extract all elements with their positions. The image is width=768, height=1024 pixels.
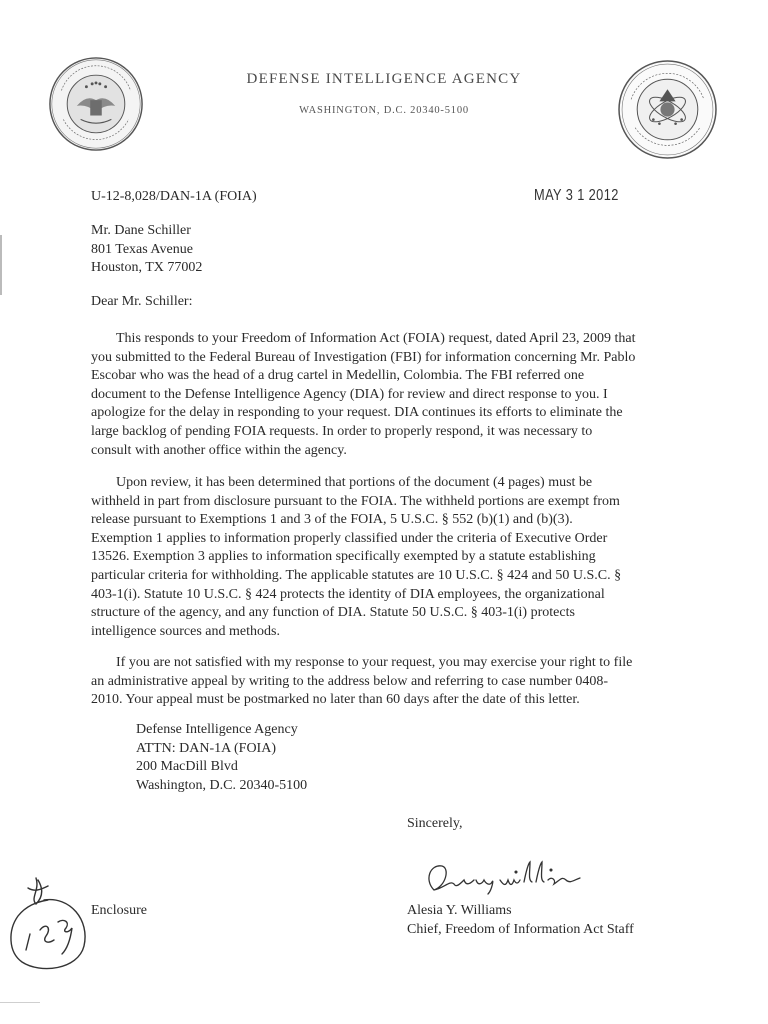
paragraph-line: release pursuant to Exemptions 1 and 3 of the FOIA, 5 U.S.C. § 552 (b)(1) and (b)(3).: [91, 512, 573, 528]
paragraph-line: structure of the agency, and any function of DIA. Statute 50 U.S.C. § 403-1(i) protects: [91, 605, 575, 621]
agency-address: WASHINGTON, D.C. 20340-5100: [299, 105, 469, 116]
agency-name: DEFENSE INTELLIGENCE AGENCY: [246, 71, 522, 87]
paragraph-line: consult with another office within the agency.: [91, 442, 347, 458]
recipient-name: Mr. Dane Schiller: [91, 223, 191, 238]
recipient-city: Houston, TX 77002: [91, 260, 203, 276]
paragraph-line: intelligence sources and methods.: [91, 623, 280, 639]
paragraph-line: Upon review, it has been determined that portions of the document (4 pages) must be: [116, 475, 593, 490]
salutation: Dear Mr. Schiller:: [91, 294, 193, 309]
paragraph-line: 13526. Exemption 3 applies to information specifically exempted by a statute establishing: [91, 549, 596, 565]
paragraph-appeal: [91, 654, 651, 710]
appeal-address: [136, 721, 307, 795]
recipient-address: [91, 222, 202, 278]
signer-name: Alesia Y. Williams: [407, 903, 512, 918]
appeal-address-line: Defense Intelligence Agency: [136, 722, 298, 737]
paragraph-line: If you are not satisfied with my response to your request, you may exercise your right to file: [116, 655, 633, 670]
enclosure-label: Enclosure: [91, 903, 147, 918]
appeal-address-line: 200 MacDill Blvd: [136, 759, 238, 775]
handwritten-signature-icon: [420, 850, 590, 902]
reference-number: U-12-8,028/DAN-1A (FOIA): [91, 189, 257, 204]
paragraph-line: particular criteria for withholding. The applicable statutes are 10 U.S.C. § 424 and 50 U.S.C. §: [91, 567, 622, 583]
scan-artifact: [0, 235, 2, 295]
closing: Sincerely,: [407, 816, 463, 831]
signer-title: Chief, Freedom of Information Act Staff: [407, 921, 634, 937]
scan-artifact: [0, 1002, 40, 1003]
paragraph-line: large backlog of pending FOIA requests. In order to properly respond, it was necessary to: [91, 423, 593, 439]
paragraph-exemptions: [91, 474, 651, 641]
paragraph-line: you submitted to the Federal Bureau of Investigation (FBI) for information concerning Mr. Pablo: [91, 349, 636, 365]
paragraph-line: apologize for the delay in responding to your request. DIA continues its efforts to eliminate the: [91, 405, 623, 421]
paragraph-line: 2010. Your appeal must be postmarked no later than 60 days after the date of this letter.: [91, 692, 580, 708]
handwritten-page-mark-icon: [0, 870, 100, 980]
paragraph-line: Exemption 1 applies to information properly classified under the criteria of Executive Order: [91, 530, 608, 546]
paragraph-line: an administrative appeal by writing to the address below and referring to case number 0408-: [91, 673, 609, 689]
paragraph-request: [91, 330, 651, 460]
signature-block: [407, 902, 634, 939]
recipient-street: 801 Texas Avenue: [91, 241, 193, 257]
paragraph-line: 403-1(i). Statute 10 U.S.C. § 424 protects the identity of DIA employees, the organizational: [91, 586, 605, 602]
date-stamp: MAY 3 1 2012: [534, 187, 619, 204]
paragraph-line: This responds to your Freedom of Information Act (FOIA) request, dated April 23, 2009 that: [116, 331, 636, 346]
paragraph-line: document to the Defense Intelligence Agency (DIA) for review and direct response to you. I: [91, 386, 608, 402]
paragraph-line: withheld in part from disclosure pursuant to the FOIA. The withheld portions are exempt from: [91, 493, 620, 509]
appeal-address-line: Washington, D.C. 20340-5100: [136, 777, 308, 793]
appeal-address-line: ATTN: DAN-1A (FOIA): [136, 740, 276, 756]
paragraph-line: Escobar who was the head of a drug cartel in Medellin, Colombia. The FBI referred one: [91, 368, 585, 384]
